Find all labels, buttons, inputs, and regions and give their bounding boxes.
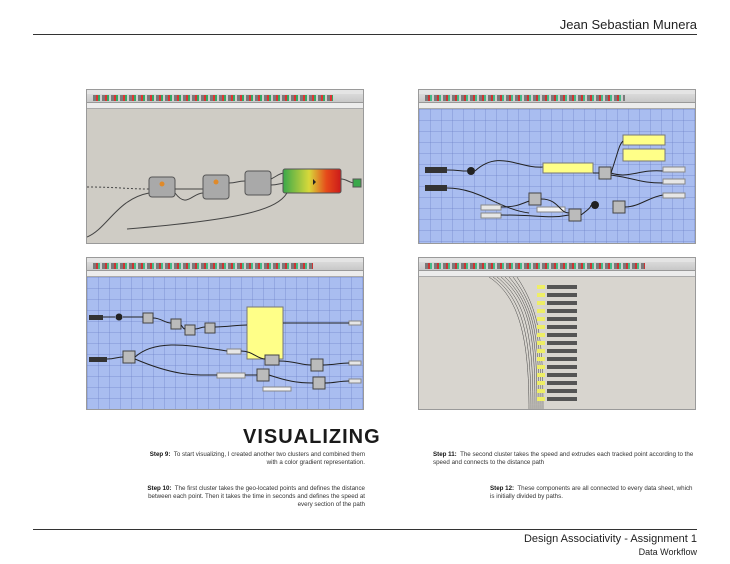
step-12-text: These components are all connected to every data sheet, which is initially divided by paths. [490, 485, 693, 501]
screenshot-gradient-cluster [86, 89, 364, 244]
step-12 [490, 485, 698, 501]
step-9-label: Step 9: [149, 451, 171, 458]
step-9 [145, 451, 365, 467]
step-10-label: Step 10: [147, 485, 172, 492]
section-heading: VISUALIZING [243, 426, 381, 448]
step-11 [433, 451, 698, 467]
step-12-label: Step 12: [490, 485, 515, 492]
screenshot-speed-cluster [86, 257, 364, 410]
step-11-label: Step 11: [433, 451, 457, 458]
graph-wires-2 [419, 109, 696, 244]
step-11-text: The second cluster takes the speed and extrudes each tracked point according to the speed and connects to the distance path [433, 451, 694, 467]
header-rule [33, 34, 697, 35]
graph-wires-1 [87, 109, 364, 244]
author-name: Jean Sebastian Munera [559, 17, 697, 32]
step-10-text: The first cluster takes the geo-located points and defines the distance between each point. Then it takes the time in seconds and defines the speed at every section of the path [148, 485, 365, 509]
screenshot-extrusion-cluster [418, 89, 696, 244]
step-10 [140, 485, 365, 510]
graph-wires-4 [419, 277, 696, 410]
step-9-text: To start visualizing, I created another two clusters and combined them with a color gradient representation. [173, 451, 365, 467]
footer-subtitle: Data Workflow [638, 547, 697, 557]
screenshot-data-sheets [418, 257, 696, 410]
footer-title: Design Associativity - Assignment 1 [523, 533, 697, 545]
graph-wires-3 [87, 277, 364, 410]
footer-rule [33, 529, 697, 530]
